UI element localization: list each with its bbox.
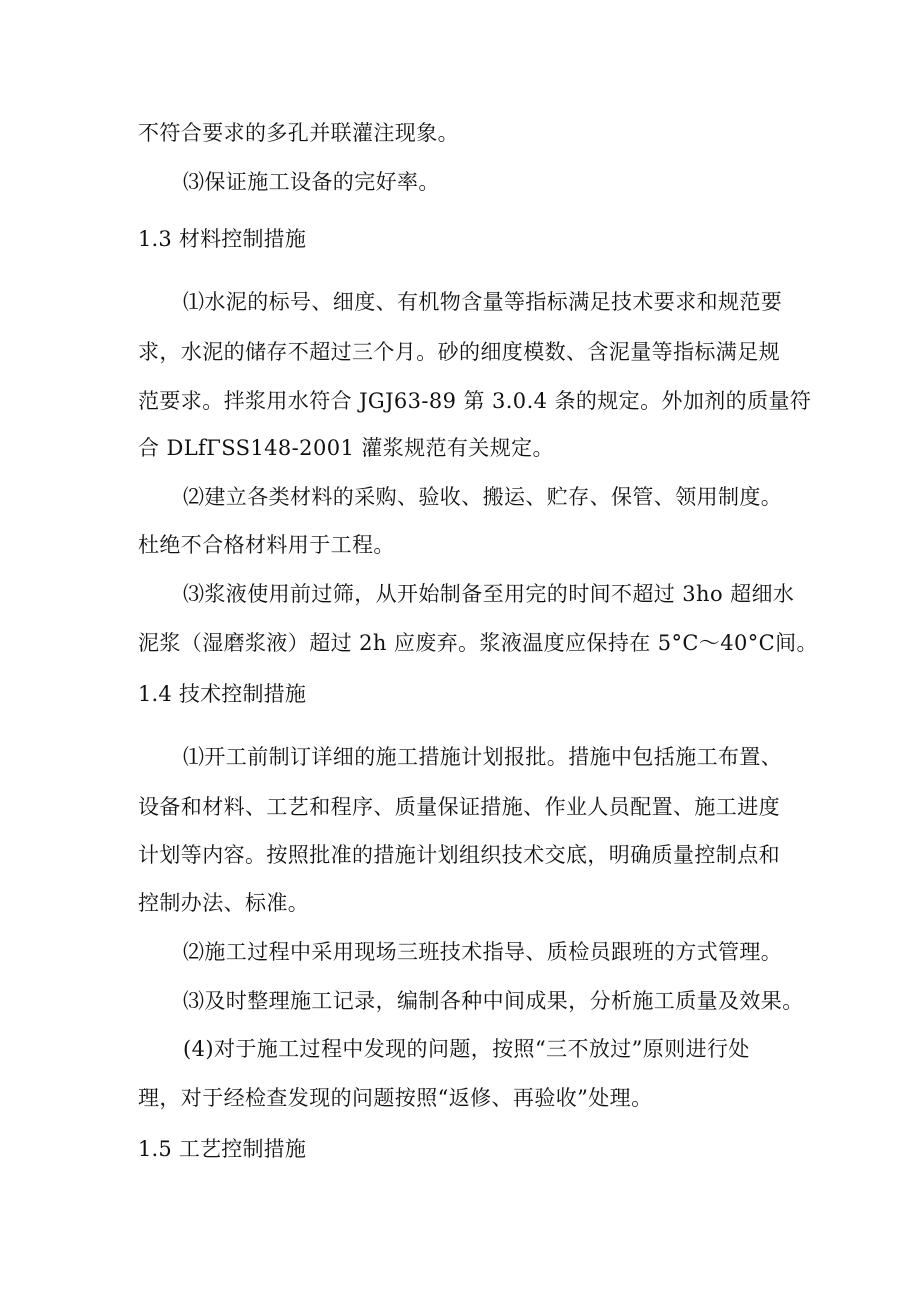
paragraph-line: 理，对于经检查发现的问题按照“返修、再验收”处理。 bbox=[138, 1086, 653, 1110]
paragraph-line: (4)对于施工过程中发现的问题，按照“三不放过”原则进行处 bbox=[183, 1037, 750, 1061]
paragraph-line: 范要求。拌浆用水符合 JGJ63-89 第 3.0.4 条的规定。外加剂的质量符 bbox=[138, 389, 812, 413]
paragraph-line: ⑴开工前制订详细的施工措施计划报批。措施中包括施工布置、 bbox=[183, 745, 783, 769]
section-heading: 1.3 材料控制措施 bbox=[138, 227, 307, 251]
paragraph-line: ⑵建立各类材料的采购、验收、搬运、贮存、保管、领用制度。 bbox=[183, 485, 783, 509]
paragraph-line: ⑶及时整理施工记录，编制各种中间成果，分析施工质量及效果。 bbox=[183, 989, 804, 1013]
paragraph-line: ⑶浆液使用前过筛，从开始制备至用完的时间不超过 3ho 超细水 bbox=[183, 582, 795, 606]
paragraph-line: ⑵施工过程中采用现场三班技术指导、质检员跟班的方式管理。 bbox=[183, 940, 783, 964]
paragraph-line: 不符合要求的多孔并联灌注现象。 bbox=[138, 121, 459, 145]
paragraph-line: 杜绝不合格材料用于工程。 bbox=[138, 533, 395, 557]
section-heading: 1.5 工艺控制措施 bbox=[138, 1137, 307, 1161]
paragraph-line: 设备和材料、工艺和程序、质量保证措施、作业人员配置、施工进度 bbox=[138, 795, 780, 819]
section-heading: 1.4 技术控制措施 bbox=[138, 682, 307, 706]
paragraph-line: ⑴水泥的标号、细度、有机物含量等指标满足技术要求和规范要 bbox=[183, 290, 783, 314]
paragraph-line: 泥浆（湿磨浆液）超过 2h 应废弃。浆液温度应保持在 5°C～40°C间。 bbox=[138, 631, 818, 655]
paragraph-line: 计划等内容。按照批准的措施计划组织技术交底，明确质量控制点和 bbox=[138, 843, 780, 867]
paragraph-line: ⑶保证施工设备的完好率。 bbox=[183, 170, 440, 194]
paragraph-line: 求，水泥的储存不超过三个月。砂的细度模数、含泥量等指标满足规 bbox=[138, 340, 780, 364]
paragraph-line: 控制办法、标准。 bbox=[138, 891, 310, 915]
paragraph-line: 合 DLfΓSS148-2001 灌浆规范有关规定。 bbox=[138, 436, 554, 460]
